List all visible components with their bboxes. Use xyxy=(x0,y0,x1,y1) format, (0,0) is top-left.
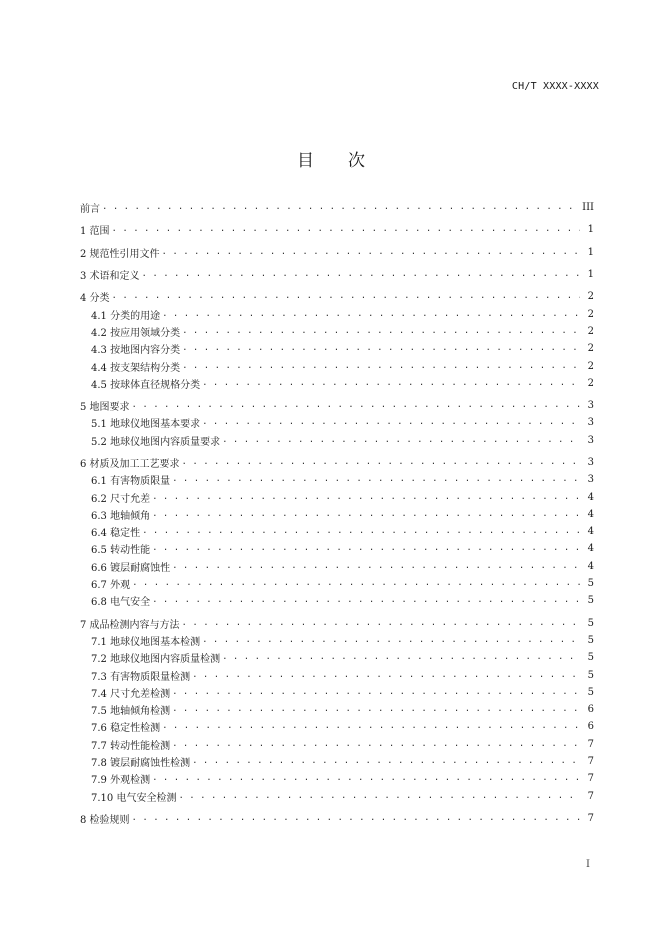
toc-entry-page: 2 xyxy=(587,308,594,320)
toc-entry-label: 6.8 电气安全 xyxy=(91,597,151,609)
toc-dot-leader xyxy=(202,379,580,388)
toc-entry-label: 1 范围 xyxy=(80,226,110,238)
toc-dot-leader xyxy=(132,814,580,823)
toc-entry[interactable] xyxy=(80,199,594,216)
toc-dot-leader xyxy=(222,436,580,445)
toc-entry-page: 5 xyxy=(587,617,594,629)
toc-dot-leader xyxy=(142,270,580,279)
toc-entry-page: 5 xyxy=(587,634,594,646)
toc-dot-leader xyxy=(192,757,580,766)
toc-entry-page: 4 xyxy=(587,526,594,538)
toc-entry[interactable] xyxy=(80,414,594,431)
toc-entry[interactable] xyxy=(80,575,594,592)
toc-entry-page: 5 xyxy=(587,595,594,607)
toc-entry-page: 5 xyxy=(587,652,594,664)
toc-entry[interactable] xyxy=(80,432,594,449)
toc-entry-page: 7 xyxy=(587,812,594,824)
toc-entry-page: 3 xyxy=(587,457,594,468)
toc-entry-label: 8 检验规则 xyxy=(80,814,130,826)
toc-entry-label: 6.1 有害物质限量 xyxy=(91,476,171,488)
toc-entry-label: 7.6 稳定性检测 xyxy=(91,723,161,735)
toc-entry-label: 7.4 尺寸允差检测 xyxy=(91,688,171,700)
toc-dot-leader xyxy=(172,740,580,749)
toc-dot-leader xyxy=(182,362,580,371)
toc-dot-leader xyxy=(152,493,580,502)
toc-entry[interactable] xyxy=(80,810,594,827)
page-title-char-1: 目 xyxy=(297,151,314,171)
toc-entry[interactable] xyxy=(80,397,594,414)
toc-entry-label: 7.3 有害物质限量检测 xyxy=(91,671,191,683)
toc-dot-leader xyxy=(152,596,580,605)
toc-entry[interactable] xyxy=(80,305,594,322)
toc-entry-label: 6.3 地轴倾角 xyxy=(91,510,151,522)
toc-dot-leader xyxy=(102,203,578,212)
toc-entry-page: 2 xyxy=(587,360,594,372)
toc-entry-page: 2 xyxy=(587,343,594,355)
toc-entry-label: 3 术语和定义 xyxy=(80,271,140,283)
toc-entry-label: 6 材质及加工工艺要求 xyxy=(80,459,180,470)
toc-entry-page: 3 xyxy=(587,474,594,486)
toc-dot-leader xyxy=(162,722,580,731)
toc-entry[interactable] xyxy=(80,615,594,632)
toc-dot-leader xyxy=(192,671,580,680)
toc-entry[interactable] xyxy=(80,266,594,283)
toc-entry[interactable] xyxy=(80,684,594,701)
footer-page-number: I xyxy=(586,859,590,870)
toc-entry-page: 7 xyxy=(587,738,594,750)
toc-entry-label: 7 成品检测内容与方法 xyxy=(80,619,180,631)
toc-entry-page: 3 xyxy=(587,417,594,429)
toc-entry-page: 2 xyxy=(587,291,594,303)
toc-entry[interactable] xyxy=(80,753,594,770)
toc-entry[interactable] xyxy=(80,788,594,805)
toc-entry-label: 4.4 按支架结构分类 xyxy=(91,362,181,374)
toc-entry-label: 5 地图要求 xyxy=(80,402,130,414)
toc-dot-leader xyxy=(202,636,580,645)
toc-entry-label: 7.8 镀层耐腐蚀性检测 xyxy=(91,758,191,770)
toc-entry-page: 7 xyxy=(587,790,594,802)
toc-entry-label: 4.5 按球体直径规格分类 xyxy=(91,379,201,391)
toc-entry-label: 2 规范性引用文件 xyxy=(80,248,160,260)
toc-dot-leader xyxy=(112,225,580,234)
toc-dot-leader xyxy=(152,510,580,519)
toc-dot-leader xyxy=(172,475,580,484)
toc-entry[interactable] xyxy=(80,558,594,575)
toc-entry-label: 前言 xyxy=(80,204,100,216)
toc-entry-page: 6 xyxy=(587,721,594,733)
toc-entry-page: 4 xyxy=(587,560,594,572)
toc-entry[interactable] xyxy=(80,471,594,488)
toc-entry[interactable] xyxy=(80,770,594,787)
toc-entry-label: 4.2 按应用领域分类 xyxy=(91,327,181,339)
toc-dot-leader xyxy=(162,310,580,319)
toc-entry-label: 7.9 外观检测 xyxy=(91,775,151,787)
toc-entry-label: 7.2 地球仪地图内容质量检测 xyxy=(91,654,221,666)
toc-entry-label: 6.7 外观 xyxy=(91,580,131,592)
toc-entry[interactable] xyxy=(80,666,594,683)
toc-entry[interactable] xyxy=(80,488,594,505)
toc-entry-page: 5 xyxy=(587,686,594,698)
toc-entry-page: 7 xyxy=(587,773,594,785)
toc-entry[interactable] xyxy=(80,718,594,735)
toc-dot-leader xyxy=(222,653,580,662)
toc-entry[interactable] xyxy=(80,244,594,261)
toc-entry[interactable] xyxy=(80,375,594,392)
toc-entry-label: 6.4 稳定性 xyxy=(91,528,141,540)
toc-entry[interactable] xyxy=(80,221,594,238)
toc-entry-page: 1 xyxy=(587,246,594,258)
toc-entry-page: 1 xyxy=(587,269,594,281)
toc-entry-label: 4 分类 xyxy=(80,293,110,305)
toc-entry-label: 5.2 地球仪地图内容质量要求 xyxy=(91,436,221,448)
toc-entry-page: 5 xyxy=(587,669,594,681)
toc-entry-label: 7.7 转动性能检测 xyxy=(91,740,171,752)
page-title-char-2: 次 xyxy=(348,151,365,171)
toc-entry[interactable] xyxy=(80,288,594,305)
standard-code: CH/T XXXX-XXXX xyxy=(511,81,599,92)
toc-entry[interactable] xyxy=(80,357,594,374)
toc-dot-leader xyxy=(182,344,580,353)
toc-entry-label: 6.2 尺寸允差 xyxy=(91,493,151,505)
toc-entry[interactable] xyxy=(80,323,594,340)
toc-entry[interactable] xyxy=(80,340,594,357)
toc-entry-page: 2 xyxy=(587,325,594,337)
toc-dot-leader xyxy=(172,705,580,714)
toc-dot-leader xyxy=(112,292,580,301)
toc-entry-page: 1 xyxy=(587,224,594,236)
toc-entry[interactable] xyxy=(80,454,594,471)
toc-entry-page: 4 xyxy=(587,508,594,520)
toc-dot-leader xyxy=(202,418,580,427)
toc-entry[interactable] xyxy=(80,632,594,649)
toc-dot-leader xyxy=(152,774,580,783)
toc-entry-page: 6 xyxy=(587,704,594,716)
toc-entry-page: 7 xyxy=(587,756,594,768)
toc-entry-label: 7.5 地轴倾角检测 xyxy=(91,706,171,718)
toc-entry-label: 7.10 电气安全检测 xyxy=(91,792,177,804)
toc-dot-leader xyxy=(172,688,580,697)
toc-dot-leader xyxy=(172,562,580,571)
toc-entry-page: 3 xyxy=(587,400,594,412)
toc-entry[interactable] xyxy=(80,701,594,718)
toc-dot-leader xyxy=(162,248,580,257)
table-of-contents xyxy=(80,199,594,827)
toc-dot-leader xyxy=(132,579,580,588)
toc-dot-leader xyxy=(152,544,580,553)
toc-dot-leader xyxy=(142,527,580,536)
toc-dot-leader xyxy=(132,401,580,410)
toc-entry-label: 7.1 地球仪地图基本检测 xyxy=(91,636,201,648)
toc-dot-leader xyxy=(182,458,580,467)
toc-entry-page: 4 xyxy=(587,491,594,503)
toc-entry-label: 5.1 地球仪地图基本要求 xyxy=(91,419,201,431)
toc-entry[interactable] xyxy=(80,506,594,523)
toc-entry-page: 3 xyxy=(587,434,594,446)
toc-entry[interactable] xyxy=(80,736,594,753)
toc-entry-page: 2 xyxy=(587,377,594,389)
toc-entry[interactable] xyxy=(80,649,594,666)
toc-entry-label: 4.3 按地图内容分类 xyxy=(91,345,181,357)
toc-entry-label: 6.5 转动性能 xyxy=(91,545,151,557)
toc-entry[interactable] xyxy=(80,592,594,609)
toc-entry[interactable] xyxy=(80,523,594,540)
toc-entry-page: 4 xyxy=(587,543,594,555)
toc-entry[interactable] xyxy=(80,540,594,557)
toc-entry-label: 6.6 镀层耐腐蚀性 xyxy=(91,562,171,574)
page-title xyxy=(0,146,662,171)
toc-dot-leader xyxy=(182,327,580,336)
toc-entry-page: III xyxy=(582,202,594,214)
toc-dot-leader xyxy=(182,619,580,628)
toc-entry-label: 4.1 分类的用途 xyxy=(91,310,161,322)
toc-entry-page: 5 xyxy=(587,578,594,590)
toc-dot-leader xyxy=(178,792,580,801)
